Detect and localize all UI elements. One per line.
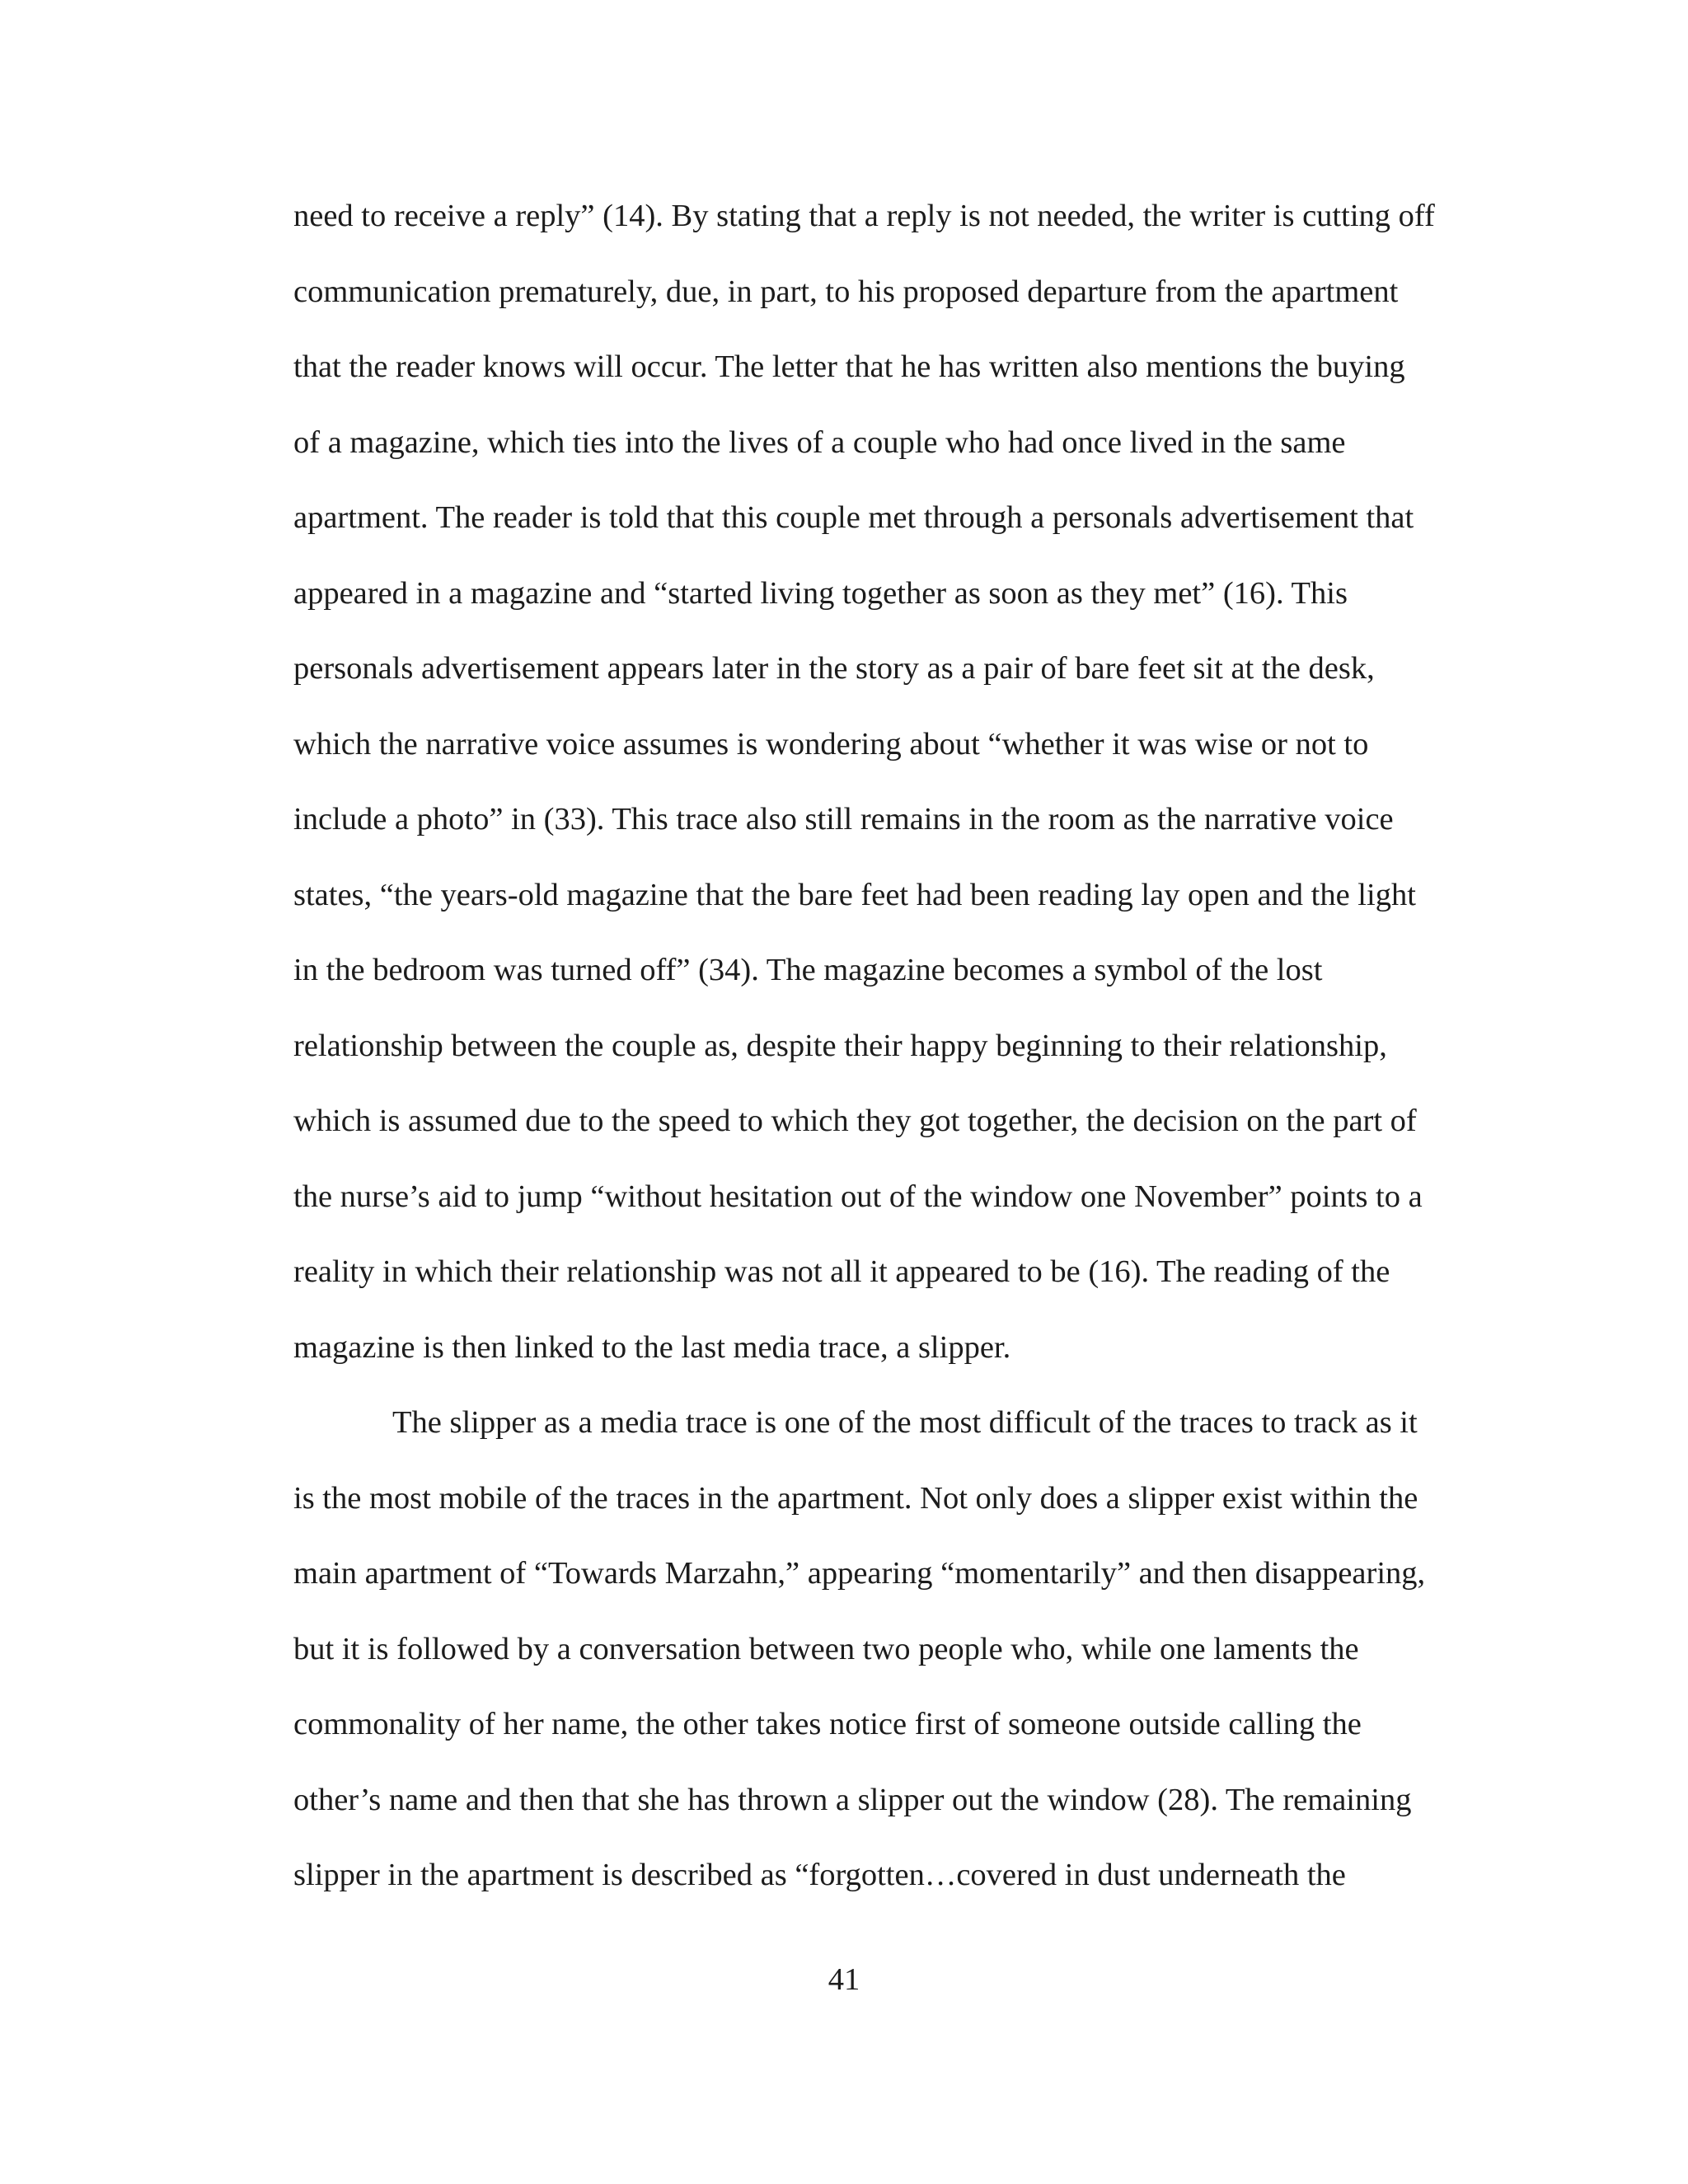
text-line: which the narrative voice assumes is wondering about “whether it was wise or not to (293, 726, 1369, 762)
text-line: main apartment of “Towards Marzahn,” appearing “momentarily” and then disappearing, (293, 1556, 1426, 1591)
paragraph-first-line: The slipper as a media trace is one of the most difficult of the traces to track as it (392, 1405, 1418, 1440)
body-text (293, 191, 1480, 1926)
text-line: appeared in a magazine and “started living together as soon as they met” (16). This (293, 575, 1348, 611)
text-line: of a magazine, which ties into the lives of a couple who had once lived in the same (293, 424, 1346, 460)
text-line: states, “the years-old magazine that the bare feet had been reading lay open and the light (293, 877, 1416, 912)
text-line: magazine is then linked to the last media trace, a slipper. (293, 1329, 1011, 1365)
text-line: communication prematurely, due, in part, to his proposed departure from the apartment (293, 274, 1399, 309)
text-line: personals advertisement appears later in the story as a pair of bare feet sit at the desk, (293, 651, 1375, 686)
page-number: 41 (828, 1962, 860, 1997)
text-line: in the bedroom was turned off” (34). The magazine becomes a symbol of the lost (293, 953, 1323, 987)
text-line: other’s name and then that she has thrown a slipper out the window (28). The remaining (293, 1782, 1412, 1817)
text-line: which is assumed due to the speed to which they got together, the decision on the part of (293, 1104, 1417, 1138)
text-line: reality in which their relationship was not all it appeared to be (16). The reading of the (293, 1254, 1390, 1289)
text-line: apartment. The reader is told that this couple met through a personals advertisement that (293, 500, 1414, 535)
text-line: the nurse’s aid to jump “without hesitation out of the window one November” points to a (293, 1179, 1423, 1214)
text-line: slipper in the apartment is described as “forgotten…covered in dust underneath the (293, 1858, 1346, 1892)
text-line: but it is followed by a conversation between two people who, while one laments the (293, 1631, 1359, 1666)
text-line: that the reader knows will occur. The letter that he has written also mentions the buying (293, 349, 1405, 384)
text-line: commonality of her name, the other takes notice first of someone outside calling the (293, 1707, 1362, 1741)
text-line: relationship between the couple as, despite their happy beginning to their relationship, (293, 1028, 1387, 1063)
text-line: need to receive a reply” (14). By stating that a reply is not needed, the writer is cutting off (293, 199, 1435, 233)
text-line: include a photo” in (33). This trace also still remains in the room as the narrative voice (293, 802, 1394, 837)
text-line: is the most mobile of the traces in the apartment. Not only does a slipper exist within the (293, 1480, 1418, 1516)
